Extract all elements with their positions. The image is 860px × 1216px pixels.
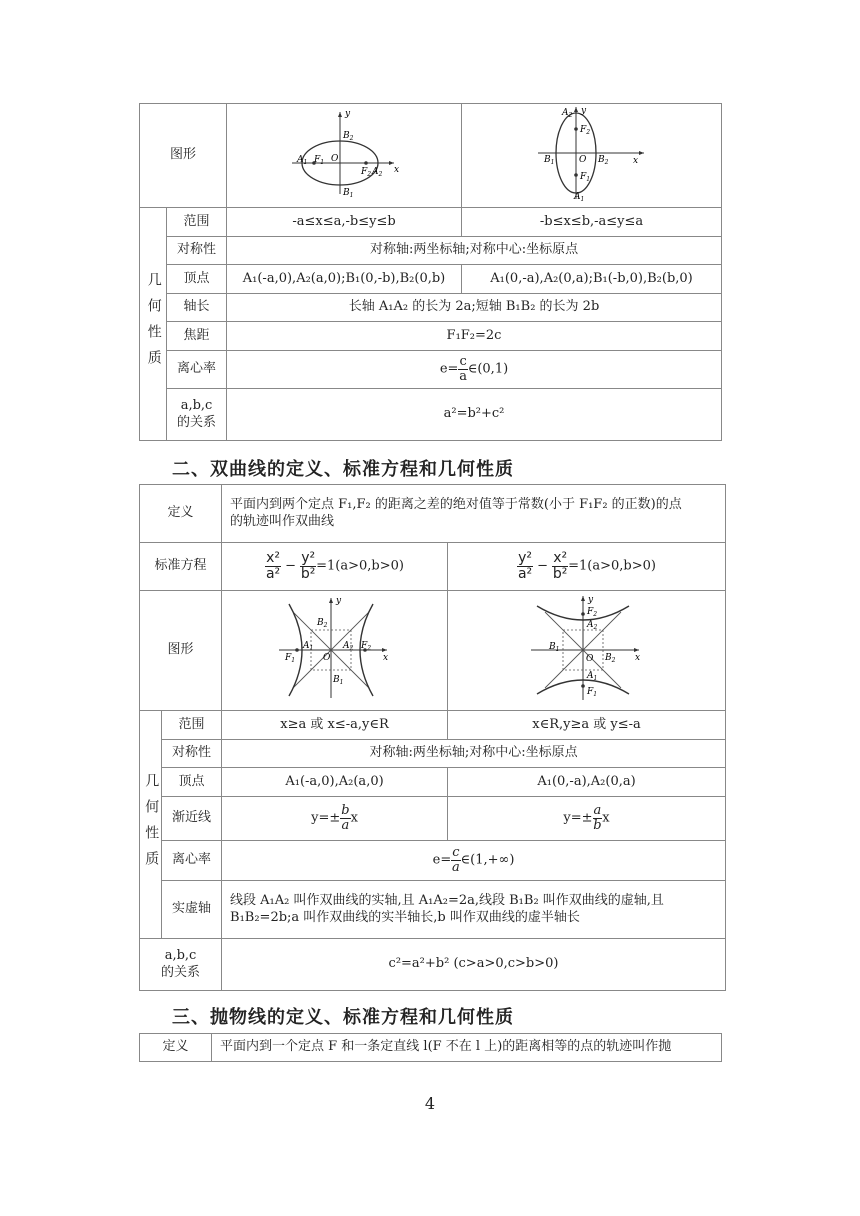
vertex-vertical: A₁(0,-a),A₂(0,a) bbox=[448, 768, 726, 797]
asymptote-vertical: y=± $\frac{a}{b}$ x bbox=[448, 797, 726, 841]
svg-text:B2: $B_2$ bbox=[316, 617, 327, 629]
svg-text:y: y bbox=[335, 595, 341, 606]
svg-text:A1: $A_1$ bbox=[586, 670, 597, 682]
svg-text:A1: $A_1$ bbox=[302, 640, 313, 652]
symmetry-label: 对称性 bbox=[167, 237, 227, 265]
hyperbola-figure-horizontal bbox=[222, 591, 448, 711]
definition-label: 定义 bbox=[140, 1034, 212, 1062]
vertex-horizontal: A₁(-a,0),A₂(a,0) bbox=[222, 768, 448, 797]
svg-text:F2: $F_2$ bbox=[579, 124, 590, 136]
range-horizontal: x≥a 或 x≤-a,y∈R bbox=[222, 711, 448, 740]
abc-relation-value: a²=b²+c² bbox=[227, 389, 722, 441]
svg-text:F2: $F_2$ bbox=[360, 640, 371, 652]
svg-text:A1: $A_1$ bbox=[297, 154, 308, 166]
ellipse-figure-vertical bbox=[462, 104, 722, 208]
svg-text:A2: $A_2$ bbox=[561, 107, 572, 119]
definition-text: 平面内到两个定点 F₁,F₂ 的距离之差的绝对值等于常数(小于 F₁F₂ 的正数)的点 的轨迹叫作双曲线 bbox=[222, 485, 726, 543]
svg-text:F1: $F_1$ bbox=[284, 652, 295, 664]
svg-text:B1: $B_1$ bbox=[548, 641, 559, 653]
page-number: 4 bbox=[424, 1094, 436, 1113]
hyperbola-horizontal-diagram bbox=[275, 594, 395, 702]
asymptote-horizontal: y=± $\frac{b}{a}$ x bbox=[222, 797, 448, 841]
abc-relation-label: a,b,c 的关系 bbox=[167, 389, 227, 441]
svg-text:F1: $F_1$ bbox=[579, 171, 590, 183]
range-vertical: x∈R,y≥a 或 y≤-a bbox=[448, 711, 726, 740]
real-imaginary-axis-text: 线段 A₁A₂ 叫作双曲线的实轴,且 A₁A₂=2a,线段 B₁B₂ 叫作双曲线的虚轴,且 B₁B₂=2b;a 叫作双曲线的实半轴长,b 叫作双曲线的虚半轴长 bbox=[222, 881, 726, 939]
svg-text:x: x bbox=[382, 652, 388, 663]
symmetry-value: 对称轴:两坐标轴;对称中心:坐标原点 bbox=[222, 740, 726, 768]
svg-text:A1: $A_1$ bbox=[573, 191, 584, 201]
focal-distance-label: 焦距 bbox=[167, 322, 227, 351]
vertex-vertical: A₁(0,-a),A₂(0,a);B₁(-b,0),B₂(b,0) bbox=[462, 265, 722, 294]
figure-label: 图形 bbox=[140, 591, 222, 711]
eccentricity-value: e= $\frac{c}{a}$ ∈(1,+∞) bbox=[222, 841, 726, 881]
svg-text:O: O bbox=[585, 653, 593, 664]
svg-text:x: x bbox=[394, 164, 400, 175]
abc-relation-label: a,b,c 的关系 bbox=[140, 939, 222, 991]
range-vertical: -b≤x≤b,-a≤y≤a bbox=[462, 208, 722, 237]
symmetry-label: 对称性 bbox=[162, 740, 222, 768]
range-horizontal: -a≤x≤a,-b≤y≤b bbox=[227, 208, 462, 237]
vertex-label: 顶点 bbox=[162, 768, 222, 797]
ellipse-vertical-diagram bbox=[532, 105, 652, 201]
svg-text:O: O bbox=[331, 153, 339, 164]
definition-text: 平面内到一个定点 F 和一条定直线 l(F 不在 l 上)的距离相等的点的轨迹叫作抛 bbox=[212, 1034, 722, 1062]
svg-text:x: x bbox=[634, 652, 640, 663]
eccentricity-label: 离心率 bbox=[162, 841, 222, 881]
svg-text:A2: $A_2$ bbox=[372, 166, 383, 178]
hyperbola-table bbox=[139, 484, 726, 991]
standard-equation-label: 标准方程 bbox=[140, 543, 222, 591]
range-label: 范围 bbox=[167, 208, 227, 237]
hyperbola-vertical-diagram bbox=[527, 594, 647, 702]
abc-relation-value: c²=a²+b² (c>a>0,c>b>0) bbox=[222, 939, 726, 991]
svg-text:B1: $B_1$ bbox=[332, 674, 343, 686]
definition-label: 定义 bbox=[140, 485, 222, 543]
ellipse-horizontal-diagram bbox=[284, 108, 404, 198]
standard-equation-horizontal: $\frac{\text{x²}}{\text{a²}}$ − $\frac{\text{y²}}{\text{b²}}$ =1(a>0,b>0) bbox=[222, 543, 448, 591]
svg-text:B2: $B_2$ bbox=[597, 154, 608, 166]
symmetry-value: 对称轴:两坐标轴;对称中心:坐标原点 bbox=[227, 237, 722, 265]
hyperbola-figure-vertical bbox=[448, 591, 726, 711]
svg-text:A2: $A_2$ bbox=[342, 640, 353, 652]
geometric-properties-label: 几何性质 bbox=[140, 208, 167, 441]
svg-text:F2: $F_2$ bbox=[586, 606, 597, 618]
svg-text:F2: $F_2$ bbox=[361, 166, 372, 178]
axis-length-value: 长轴 A₁A₂ 的长为 2a;短轴 B₁B₂ 的长为 2b bbox=[227, 294, 722, 322]
parabola-section-title: 三、抛物线的定义、标准方程和几何性质 bbox=[172, 1007, 514, 1028]
vertex-horizontal: A₁(-a,0),A₂(a,0);B₁(0,-b),B₂(0,b) bbox=[227, 265, 462, 294]
range-label: 范围 bbox=[162, 711, 222, 740]
svg-text:y: y bbox=[587, 594, 593, 605]
svg-text:y: y bbox=[580, 105, 586, 116]
focal-distance-value: F₁F₂=2c bbox=[227, 322, 722, 351]
svg-text:O: O bbox=[578, 154, 586, 165]
eccentricity-value: e= $\frac{c}{a}$ ∈(0,1) bbox=[227, 351, 722, 389]
real-imaginary-axis-label: 实虚轴 bbox=[162, 881, 222, 939]
svg-text:O: O bbox=[322, 652, 330, 663]
svg-text:y: y bbox=[345, 108, 351, 119]
svg-text:B1: $B_1$ bbox=[543, 154, 554, 166]
axis-length-label: 轴长 bbox=[167, 294, 227, 322]
vertex-label: 顶点 bbox=[167, 265, 227, 294]
hyperbola-section-title: 二、双曲线的定义、标准方程和几何性质 bbox=[172, 459, 514, 480]
geometric-properties-label: 几何性质 bbox=[140, 711, 162, 939]
svg-text:F1: $F_1$ bbox=[586, 686, 597, 698]
svg-text:F1: $F_1$ bbox=[314, 154, 325, 166]
svg-text:A2: $A_2$ bbox=[586, 619, 597, 631]
svg-text:B1: $B_1$ bbox=[343, 187, 354, 198]
ellipse-figure-horizontal bbox=[227, 104, 462, 208]
eccentricity-label: 离心率 bbox=[167, 351, 227, 389]
ellipse-table bbox=[139, 103, 722, 441]
svg-text:B2: $B_2$ bbox=[604, 652, 615, 664]
figure-label: 图形 bbox=[140, 104, 227, 208]
svg-text:B2: $B_2$ bbox=[343, 130, 354, 142]
svg-text:x: x bbox=[632, 155, 638, 166]
asymptote-label: 渐近线 bbox=[162, 797, 222, 841]
standard-equation-vertical: $\frac{\text{y²}}{\text{a²}}$ − $\frac{\text{x²}}{\text{b²}}$ =1(a>0,b>0) bbox=[448, 543, 726, 591]
parabola-table bbox=[139, 1033, 722, 1062]
